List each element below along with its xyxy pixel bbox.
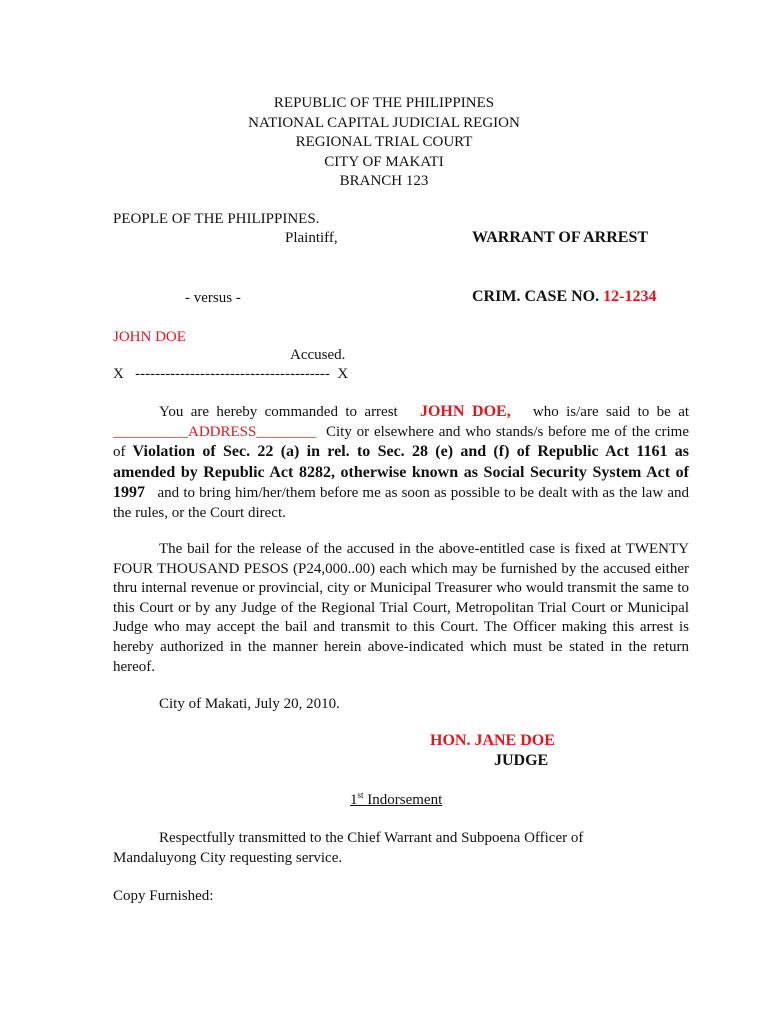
indorsement-number: 1 (350, 792, 358, 808)
command-after-name: who is/are said to be at (532, 404, 690, 420)
x-left: X (113, 366, 124, 382)
header-line-branch: BRANCH 123 (339, 173, 429, 189)
plaintiff-name: PEOPLE OF THE PHILIPPINES. (113, 211, 320, 227)
indorsement-suffix: st (357, 790, 364, 800)
header-line-region: NATIONAL CAPITAL JUDICIAL REGION (248, 115, 520, 131)
indorsement-heading (350, 791, 442, 809)
command-end: and to bring him/her/them before me as soon as possible to be dealt with as the law and the rules, or the Court direct. (113, 485, 689, 521)
accused-role: Accused. (290, 347, 346, 363)
address-blank-before: __________ (113, 423, 188, 440)
command-intro: You are hereby commanded to arrest (159, 404, 398, 420)
accused-name-inline: JOHN DOE, (419, 403, 511, 420)
indorsement-label: Indorsement (367, 792, 443, 808)
address-blank-after: ________ (256, 423, 317, 440)
case-number-block (472, 288, 656, 306)
judge-title: JUDGE (494, 752, 549, 769)
address-field (113, 424, 316, 440)
judge-name: HON. JANE DOE (430, 732, 555, 749)
command-city: City or elsewhere and who stands/s before me of the crime of (113, 423, 689, 461)
copy-furnished: Copy Furnished: (113, 888, 214, 904)
plaintiff-role: Plaintiff, (285, 230, 338, 246)
document-title: WARRANT OF ARREST (472, 229, 649, 246)
x-dashes: --------------------------------------- (135, 366, 330, 382)
header-line-court: REGIONAL TRIAL COURT (295, 134, 473, 150)
indorsement-text: Respectfully transmitted to the Chief Warrant and Subpoena Officer of Mandaluyong City requesting service. (113, 830, 584, 866)
header-line-republic: REPUBLIC OF THE PHILIPPINES (273, 95, 495, 111)
versus-label: - versus - (185, 290, 241, 306)
date-line: City of Makati, July 20, 2010. (159, 696, 340, 712)
address-placeholder: ADDRESS (188, 423, 257, 440)
header-line-city: CITY OF MAKATI (324, 154, 444, 170)
x-right: X (337, 366, 349, 382)
x-separator-line (113, 365, 348, 383)
crime-description: Violation of Sec. 22 (a) in rel. to Sec. 28 (e) and (f) of Republic Act 1161 as amended by Republic Act 8282, otherwise known as Social Security System Act of 1997 (113, 443, 689, 502)
accused-name: JOHN DOE (113, 329, 186, 345)
command-paragraph (113, 402, 689, 524)
case-number-value: 12-1234 (603, 288, 657, 305)
case-number-label: CRIM. CASE NO. (472, 288, 600, 305)
bail-paragraph: The bail for the release of the accused in the above-entitled case is fixed at TWENTY FOUR THOUSAND PESOS (P24,000..00) each which may be furnished by the accused either thru internal revenue or provincial, city or Municipal Treasurer who would transmit the same to this Court or by any Judge of the Regional Trial Court, Metropolitan Trial Court or Municipal Judge who may accept the bail and transmit to this Court. The Officer making this arrest is hereby authorized in the manner herein above-indicated which must be stated in the return hereof. (113, 541, 689, 675)
